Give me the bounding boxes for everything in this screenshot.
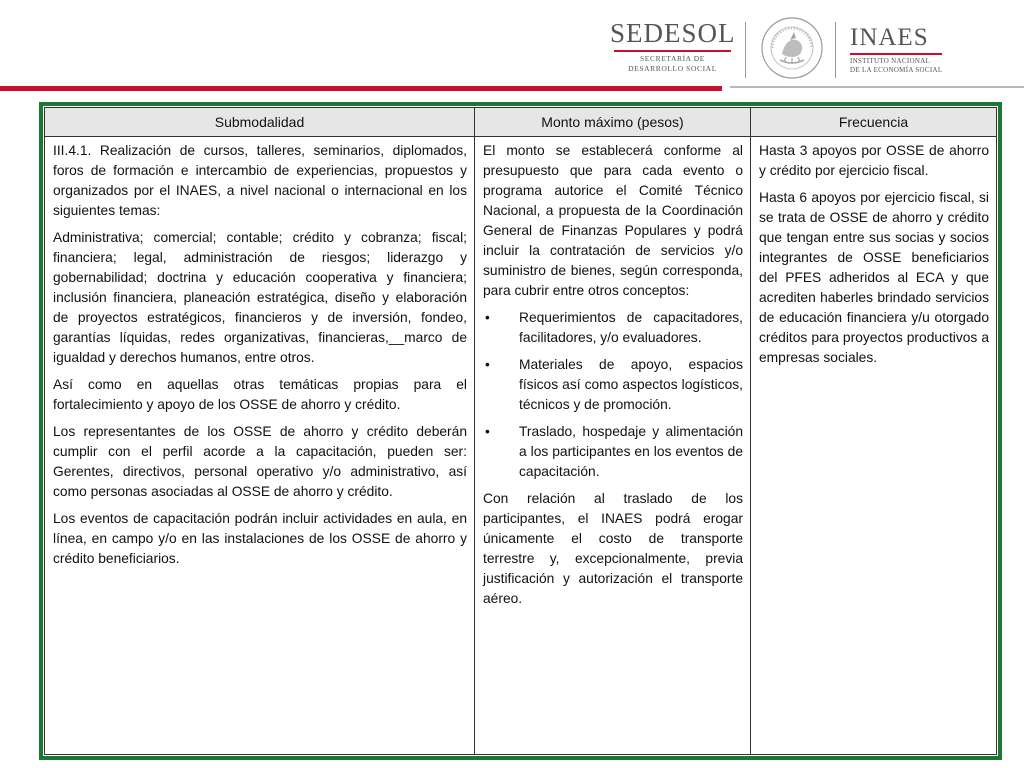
table-row [45,137,997,755]
inaes-logo-line1: INSTITUTO NACIONAL [850,57,931,65]
header-gray-bar [730,86,1024,88]
inaes-logo-name: INAES [850,24,929,51]
inaes-logo-rule [850,53,942,55]
monto-paragraph: El monto se establecerá conforme al presupuesto que para cada evento o programa autorice el Comité Técnico Nacional, a propuesta de la Coordinación General de Finanzas Populares y podrá incluir la contratación de servicios y/o suministro de bienes, según corresponda, para cubrir entre otros conceptos: [483,143,743,298]
sedesol-logo-rule [614,50,731,52]
list-item: • Materiales de apoyo, espacios físicos así como aspectos logísticos, técnicos y de promoción. [483,355,743,415]
column-header-monto-maximo: Monto máximo (pesos) [475,108,751,137]
sedesol-logo-line1: SECRETARÍA DE [640,54,705,63]
logo-divider [745,22,746,78]
submodalidad-paragraph: III.4.1. Realización de cursos, talleres, seminarios, diplomados, foros de formación e intercambio de experiencias, propuestos y organizados por el INAES, a nivel nacional o internacional en los siguientes temas: [53,143,467,218]
frecuencia-paragraph: Hasta 3 apoyos por OSSE de ahorro y crédito por ejercicio fiscal. [759,143,989,178]
submodalidad-paragraph: Los eventos de capacitación podrán incluir actividades en aula, en línea, en campo y/o en las instalaciones de los OSSE de ahorro y crédito beneficiarios. [53,511,467,566]
list-item: • Traslado, hospedaje y alimentación a los participantes en los eventos de capacitación. [483,422,743,482]
logo-divider [835,22,836,78]
frecuencia-paragraph: Hasta 6 apoyos por ejercicio fiscal, si se trata de OSSE de ahorro y crédito que tengan entre sus socias y socios integrantes de OSSE beneficiarios del PFES adheridos al ECA y que acrediten haberles brindado servicios de educación financiera y/u otorgado créditos para proyectos productivos a empresas sociales. [759,190,989,365]
list-item: • Requerimientos de capacitadores, facilitadores, y/o evaluadores. [483,308,743,348]
mexican-coat-of-arms-seal-icon [760,16,824,80]
monto-cell [475,137,751,755]
submodalidad-cell [45,137,475,755]
inaes-logo [850,24,960,75]
monto-concepts-list [483,308,743,482]
monto-paragraph: Con relación al traslado de los participantes, el INAES podrá erogar únicamente el costo de transporte terrestre y, excepcionalmente, previa justificación y autorización el transporte aéreo. [483,491,743,606]
sedesol-logo [610,18,735,74]
slide-header [0,0,1024,92]
submodalidad-paragraph: Así como en aquellas otras temáticas propias para el fortalecimiento y apoyo de los OSSE de ahorro y crédito. [53,377,467,412]
frecuencia-cell [751,137,997,755]
header-red-bar [0,86,722,91]
submodalidad-paragraph: Administrativa; comercial; contable; crédito y cobranza; fiscal; financiera; legal, administración de riesgos; liderazgo y gobernabilidad; doctrina y educación cooperativa y financiera; inclusión financiera, planeación estratégica, diseño y elaboración de proyectos estratégicos, financieros y de inversión, fondeo, garantías líquidas, redes organizativas, financieras,__marco de igualdad y derechos humanos, entre otros. [53,230,467,365]
sedesol-logo-name: SEDESOL [610,18,736,48]
table-header-row [45,108,997,137]
column-header-frecuencia: Frecuencia [751,108,997,137]
submodalidad-table [44,107,997,755]
submodalidad-paragraph: Los representantes de los OSSE de ahorro y crédito deberán cumplir con el perfil acorde a la capacitación, pueden ser: Gerentes, directivos, personal operativo y/o administrativo, así como personas asociadas al OSSE de ahorro y crédito. [53,424,467,499]
inaes-logo-line2: DE LA ECONOMÍA SOCIAL [850,66,943,74]
sedesol-logo-line2: DESARROLLO SOCIAL [628,64,717,73]
column-header-submodalidad: Submodalidad [45,108,475,137]
